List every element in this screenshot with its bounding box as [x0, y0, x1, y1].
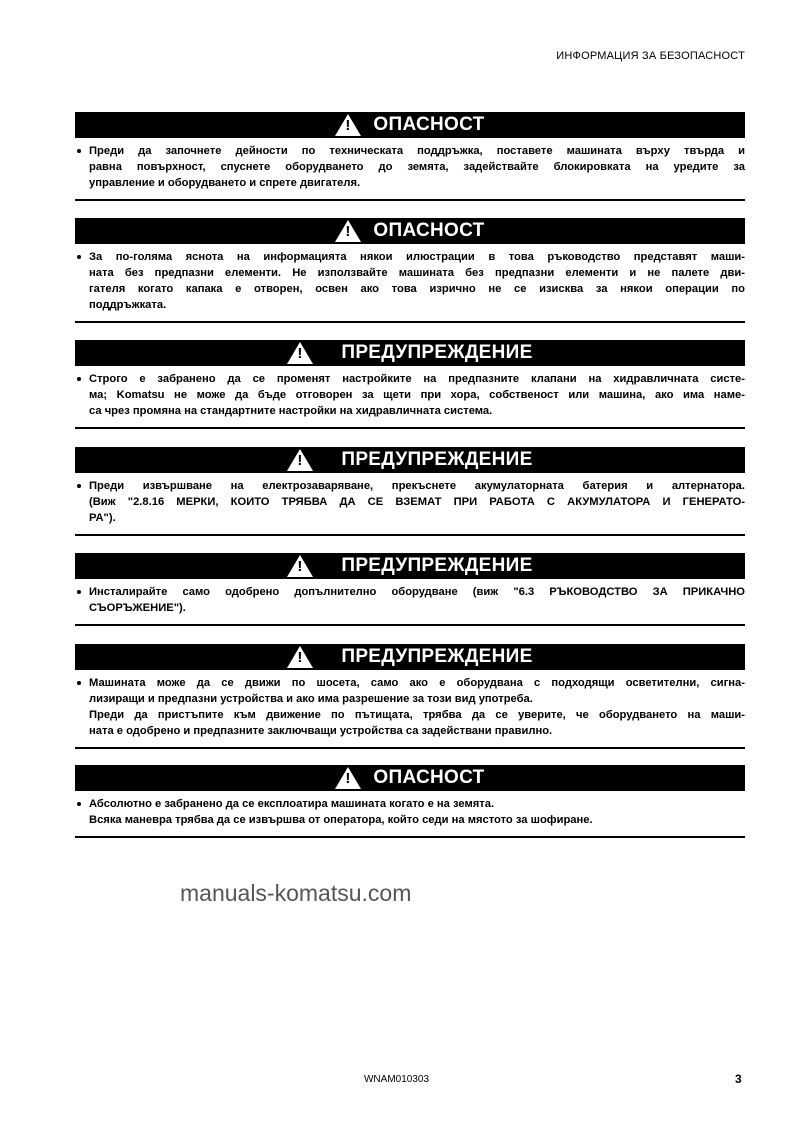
- notice-text-line: Машината може да се движи по шосета, само ако е оборудвана с подходящи осветителни, сигна-: [89, 677, 745, 689]
- notice-header: [75, 218, 745, 244]
- bullet-icon: [77, 802, 81, 806]
- safety-notice-warning: [75, 340, 745, 429]
- warning-triangle-icon: [287, 555, 313, 577]
- safety-notice-danger: [75, 765, 745, 838]
- page-number: 3: [735, 1072, 742, 1086]
- warning-triangle-icon: [335, 114, 361, 136]
- notice-text-line: Инсталирайте само одобрено допълнително оборудване (виж "6.3 РЪКОВОДСТВО ЗА ПРИКАЧНО: [89, 586, 745, 598]
- notice-label: ПРЕДУПРЕЖДЕНИЕ: [341, 449, 533, 470]
- notice-text-line: РА").: [89, 512, 116, 524]
- notice-text-line: поддръжката.: [89, 299, 167, 311]
- safety-notice-warning: [75, 553, 745, 626]
- safety-notice-danger: [75, 218, 745, 323]
- notice-body: [75, 244, 745, 323]
- notice-header: [75, 644, 745, 670]
- warning-triangle-icon: [287, 342, 313, 364]
- notice-header: [75, 340, 745, 366]
- notice-header: [75, 447, 745, 473]
- notice-text-line: (Виж "2.8.16 МЕРКИ, КОИТО ТРЯБВА ДА СЕ ВЗЕМАТ ПРИ РАБОТА С АКУМУЛАТОРА И ГЕНЕРАТО-: [89, 496, 745, 508]
- notice-label: ОПАСНОСТ: [373, 114, 485, 135]
- notice-text-line: лизиращи и предпазни устройства и ако има разрешение за този вид употреба.: [89, 693, 533, 705]
- notice-header: [75, 112, 745, 138]
- safety-notice-danger: [75, 112, 745, 201]
- notice-header: [75, 765, 745, 791]
- notice-text-line: За по-голяма яснота на информацията някои илюстрации в това ръководство представят маши-: [89, 251, 745, 263]
- notice-label: ОПАСНОСТ: [373, 767, 485, 788]
- notice-label: ПРЕДУПРЕЖДЕНИЕ: [341, 342, 533, 363]
- notice-text-line: ната без предпазни елементи. Не използвайте машината без предпазни елементи и не палете дви-: [89, 267, 745, 279]
- document-code: WNAM010303: [363, 1074, 430, 1085]
- bullet-icon: [77, 590, 81, 594]
- bullet-icon: [77, 484, 81, 488]
- warning-triangle-icon: [287, 646, 313, 668]
- notice-body: [75, 670, 745, 749]
- watermark: manuals-komatsu.com: [180, 880, 412, 906]
- notice-text-line: Всяка маневра трябва да се извършва от оператора, който седи на мястото за шофиране.: [89, 814, 593, 826]
- running-header: ИНФОРМАЦИЯ ЗА БЕЗОПАСНОСТ: [556, 50, 745, 62]
- notice-body: [75, 579, 745, 626]
- safety-notice-warning: [75, 447, 745, 536]
- notice-text-line: ма; Komatsu не може да бъде отговорен за щети при хора, собственост или машина, ако има наме-: [89, 389, 745, 401]
- bullet-icon: [77, 255, 81, 259]
- warning-triangle-icon: [287, 449, 313, 471]
- warning-triangle-icon: [335, 220, 361, 242]
- notice-body: [75, 791, 745, 838]
- warning-triangle-icon: [335, 767, 361, 789]
- notice-label: ПРЕДУПРЕЖДЕНИЕ: [341, 555, 533, 576]
- notice-text-line: са чрез промяна на стандартните настройки на хидравличната система.: [89, 405, 493, 417]
- notice-body: [75, 473, 745, 536]
- notice-text-line: равна повърхност, спуснете оборудването до земята, задействайте блокировката на уредите за: [89, 161, 745, 173]
- notice-body: [75, 138, 745, 201]
- notice-header: [75, 553, 745, 579]
- notice-text-line: ната е одобрено и предпазните заключващи устройства са задействани правилно.: [89, 725, 553, 737]
- notice-text-line: гателя когато капака е отворен, освен ако това изрично не се изисква за някои операции по: [89, 283, 745, 295]
- notice-body: [75, 366, 745, 429]
- notice-text-line: Преди извършване на електрозаваряване, прекъснете акумулаторната батерия и алтернатора.: [89, 480, 745, 492]
- bullet-icon: [77, 681, 81, 685]
- notice-label: ПРЕДУПРЕЖДЕНИЕ: [341, 646, 533, 667]
- bullet-icon: [77, 149, 81, 153]
- notice-text-line: Абсолютно е забранено да се експлоатира машината когато е на земята.: [89, 798, 495, 810]
- notice-text-line: СЪОРЪЖЕНИЕ").: [89, 602, 186, 614]
- notice-text-line: Строго е забранено да се променят настройките на предпазните клапани на хидравличната систе-: [89, 373, 745, 385]
- safety-notice-warning: [75, 644, 745, 749]
- notice-label: ОПАСНОСТ: [373, 220, 485, 241]
- notice-text-line: Преди да започнете дейности по техническата поддръжка, поставете машината върху твърда и: [89, 145, 745, 157]
- notice-text-line: управление и оборудването и спрете двигателя.: [89, 177, 361, 189]
- notice-text-line: Преди да пристъпите към движение по пътищата, трябва да се уверите, че оборудването на маши-: [89, 709, 745, 721]
- bullet-icon: [77, 377, 81, 381]
